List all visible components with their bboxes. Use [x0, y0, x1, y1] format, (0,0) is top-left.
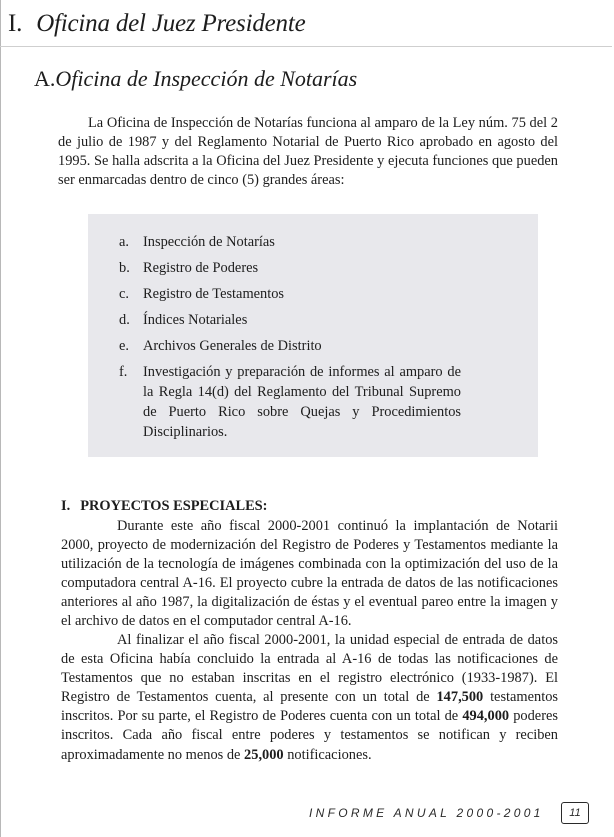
chapter-rule [0, 46, 612, 47]
testamentos-total: 147,500 [436, 689, 484, 706]
area-marker: d. [119, 312, 130, 328]
paragraph-2-text: notificaciones. [287, 746, 372, 763]
section-heading [34, 66, 357, 92]
area-item [119, 362, 461, 442]
chapter-title: Oficina del Juez Presidente [36, 10, 306, 37]
areas-box [88, 214, 538, 457]
area-marker: c. [119, 286, 129, 302]
projects-heading [61, 498, 267, 515]
area-item [119, 232, 461, 252]
footer-report-label: INFORME ANUAL 2000-2001 [309, 806, 544, 820]
projects-number: I. [61, 498, 71, 514]
area-marker: e. [119, 338, 129, 354]
chapter-number: I. [8, 10, 23, 37]
area-text: Archivos Generales de Distrito [143, 338, 322, 354]
area-marker: a. [119, 234, 129, 250]
projects-title: PROYECTOS ESPECIALES: [80, 498, 268, 514]
poderes-total: 494,000 [462, 708, 510, 725]
area-item [119, 336, 461, 356]
page-number: 11 [561, 802, 589, 824]
page-edge-rule [0, 0, 1, 837]
area-text: Investigación y preparación de informes al amparo de la Regla 14(d) del Reglamento del Tribunal Supremo de Puerto Rico sobre Quejas y Procedimientos Disciplinarios. [143, 364, 461, 440]
notifications-minimum: 25,000 [244, 746, 284, 763]
section-title: Oficina de Inspección de Notarías [55, 66, 358, 91]
area-marker: b. [119, 260, 130, 276]
area-item [119, 258, 461, 278]
projects-paragraph-1: Durante este año fiscal 2000-2001 continuó la implantación de Notarii 2000, proyecto de modernización del Registro de Poderes y Testamentos mediante la utilización de la tecnología de imágenes combinada con la optimización del uso de la computadora central A-16. El proyecto cubre la entrada de datos de las notificaciones anteriores al año 1987, la digitalización de éstas y el eventual pareo entre la imagen y el archivo de datos en el computador central A-16. [61, 518, 558, 630]
area-item [119, 310, 461, 330]
projects-paragraph-2 [61, 631, 558, 765]
area-item [119, 284, 461, 304]
intro-paragraph: La Oficina de Inspección de Notarías funciona al amparo de la Ley núm. 75 del 2 de julio de 1987 y del Reglamento Notarial de Puerto Rico aprobado en agosto del 1995. Se halla adscrita a la Oficina del Juez Presidente y ejecuta funciones que pueden ser enmarcadas dentro de cinco (5) grandes áreas: [58, 115, 558, 188]
area-text: Índices Notariales [143, 312, 248, 328]
area-text: Registro de Poderes [143, 260, 259, 276]
paragraph-2-text: testamentos inscritos. Por su parte, el Registro de Poderes cuenta con un total de [61, 689, 559, 725]
paragraph-2-text: Al finalizar el año fiscal 2000-2001, la unidad especial de entrada de datos de esta Oficina había concluido la entrada al A-16 de todas las notificaciones de Testamentos que no estaban inscritas en el registro electrónico (1933-1987). El Registro de Testamentos cuenta, al presente con un total de [61, 632, 558, 706]
area-text: Registro de Testamentos [143, 286, 285, 302]
area-marker: f. [119, 364, 128, 380]
chapter-heading [8, 10, 305, 38]
section-number: A. [34, 66, 56, 91]
paragraph-2-text: poderes inscritos. Cada año fiscal entre poderes y testamentos se notifican y reciben aproximadamente no menos de [61, 708, 558, 763]
area-text: Inspección de Notarías [143, 234, 275, 250]
